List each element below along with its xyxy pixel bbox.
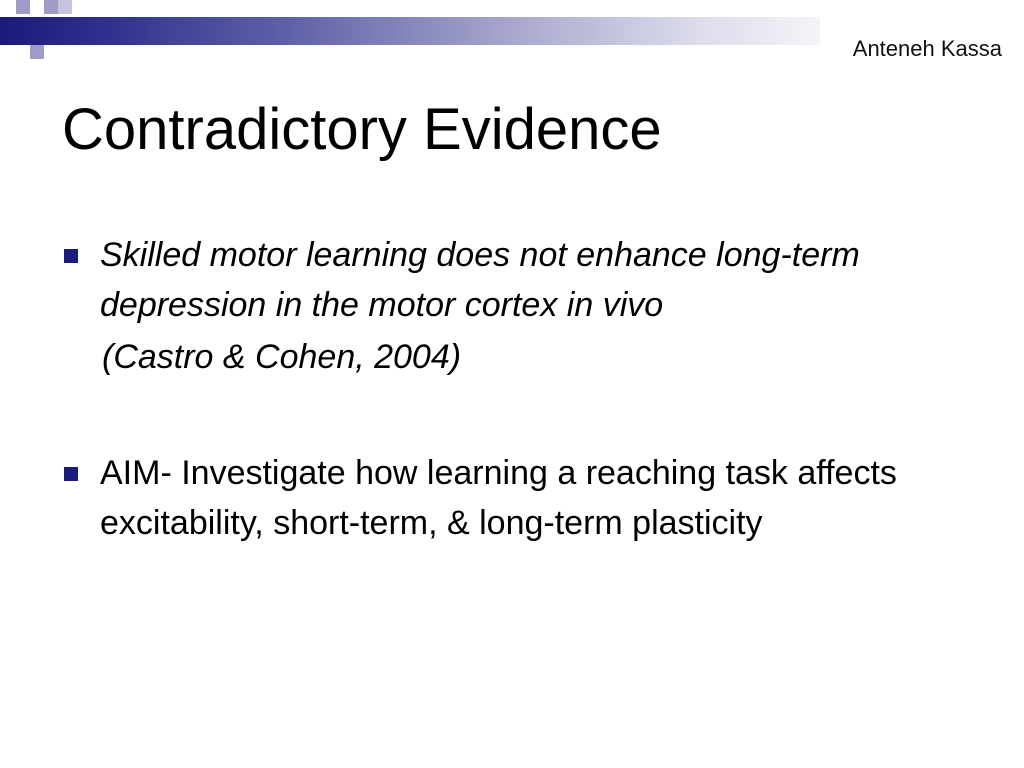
decor-square-icon [30,45,44,59]
slide-title: Contradictory Evidence [62,97,662,162]
decor-square-icon [16,0,30,14]
decor-square-icon [58,0,72,14]
header-author-panel [827,17,1024,61]
bullet-text: AIM- Investigate how learning a reaching task affects excitability, short-term, & long-term plasticity [100,454,897,542]
decor-square-icon [30,0,44,14]
header-gradient-bar [0,17,820,45]
square-bullet-icon [64,249,78,263]
decor-square-icon [44,0,58,14]
bullet-citation: (Castro & Cohen, 2004) [102,338,462,376]
bullet-text: Skilled motor learning does not enhance long-term depression in the motor cortex in vivo [100,236,860,324]
header-divider [820,17,827,45]
square-bullet-icon [64,467,78,481]
author-name: Anteneh Kassa [852,36,1002,61]
